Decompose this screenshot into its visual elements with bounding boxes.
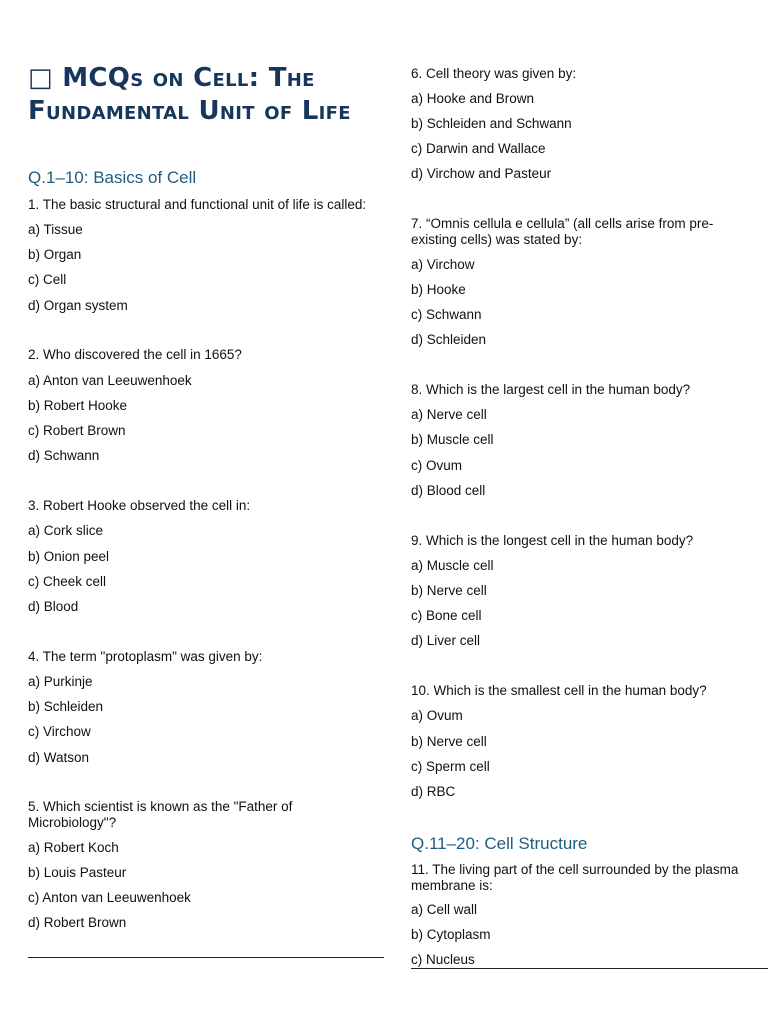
- question-9-option-d: d) Liver cell: [411, 633, 481, 648]
- question-10-option-a: a) Ovum: [411, 708, 463, 723]
- column-divider-line: [28, 957, 384, 958]
- left-column: [28, 0, 386, 1024]
- question-4-option-d: d) Watson: [28, 750, 90, 765]
- page-title: [28, 62, 358, 128]
- question-6-option-c: c) Darwin and Wallace: [411, 141, 546, 156]
- question-6-option-d: d) Virchow and Pasteur: [411, 166, 552, 181]
- question-9: 9. Which is the longest cell in the human body?: [411, 533, 694, 548]
- question-11: 11. The living part of the cell surrounded by the plasma membrane is:: [411, 862, 739, 893]
- question-3-option-c: c) Cheek cell: [28, 574, 107, 589]
- question-6-option-a: a) Hooke and Brown: [411, 91, 535, 106]
- question-8-option-c: c) Ovum: [411, 458, 463, 473]
- question-7: 7. “Omnis cellula e cellula” (all cells arise from pre-existing cells) was stated by:: [411, 216, 714, 247]
- question-5-option-a: a) Robert Koch: [28, 840, 119, 855]
- question-11-option-c: c) Nucleus: [411, 952, 475, 967]
- question-1-option-a: a) Tissue: [28, 222, 83, 237]
- question-7-option-a: a) Virchow: [411, 257, 475, 272]
- question-2: 2. Who discovered the cell in 1665?: [28, 347, 242, 362]
- section-heading-structure: Q.11–20: Cell Structure: [411, 834, 588, 853]
- question-4: 4. The term "protoplasm" was given by:: [28, 649, 263, 664]
- question-6: 6. Cell theory was given by:: [411, 66, 577, 81]
- question-8: 8. Which is the largest cell in the human body?: [411, 382, 691, 397]
- question-1-option-b: b) Organ: [28, 247, 82, 262]
- page-bottom-line: [411, 968, 768, 969]
- question-5-option-c: c) Anton van Leeuwenhoek: [28, 890, 191, 905]
- question-8-option-d: d) Blood cell: [411, 483, 486, 498]
- checkbox-glyph-icon: □: [28, 63, 53, 93]
- question-3-option-b: b) Onion peel: [28, 549, 110, 564]
- question-2-option-d: d) Schwann: [28, 448, 100, 463]
- question-10-option-c: c) Sperm cell: [411, 759, 490, 774]
- question-2-option-a: a) Anton van Leeuwenhoek: [28, 373, 192, 388]
- question-4-option-c: c) Virchow: [28, 724, 91, 739]
- question-7-option-b: b) Hooke: [411, 282, 466, 297]
- question-9-option-c: c) Bone cell: [411, 608, 482, 623]
- question-8-option-b: b) Muscle cell: [411, 432, 494, 447]
- question-6-option-b: b) Schleiden and Schwann: [411, 116, 572, 131]
- question-5-option-d: d) Robert Brown: [28, 915, 127, 930]
- question-5: 5. Which scientist is known as the "Father of Microbiology"?: [28, 799, 293, 830]
- question-9-option-b: b) Nerve cell: [411, 583, 487, 598]
- question-11-option-a: a) Cell wall: [411, 902, 478, 917]
- question-1-option-d: d) Organ system: [28, 298, 128, 313]
- question-9-option-a: a) Muscle cell: [411, 558, 494, 573]
- question-3: 3. Robert Hooke observed the cell in:: [28, 498, 251, 513]
- question-4-option-a: a) Purkinje: [28, 674, 93, 689]
- question-10-option-b: b) Nerve cell: [411, 734, 487, 749]
- question-11-option-b: b) Cytoplasm: [411, 927, 491, 942]
- question-7-option-d: d) Schleiden: [411, 332, 487, 347]
- right-column: [411, 0, 768, 1024]
- question-3-option-d: d) Blood: [28, 599, 79, 614]
- question-1: 1. The basic structural and functional unit of life is called:: [28, 197, 367, 212]
- question-7-option-c: c) Schwann: [411, 307, 482, 322]
- question-10-option-d: d) RBC: [411, 784, 456, 799]
- question-2-option-b: b) Robert Hooke: [28, 398, 128, 413]
- question-4-option-b: b) Schleiden: [28, 699, 104, 714]
- question-5-option-b: b) Louis Pasteur: [28, 865, 127, 880]
- question-3-option-a: a) Cork slice: [28, 523, 104, 538]
- page-title-text: MCQs on Cell: The Fundamental Unit of Life: [28, 63, 351, 126]
- question-1-option-c: c) Cell: [28, 272, 67, 287]
- question-10: 10. Which is the smallest cell in the human body?: [411, 683, 707, 698]
- section-heading-basics: Q.1–10: Basics of Cell: [28, 168, 197, 187]
- question-8-option-a: a) Nerve cell: [411, 407, 487, 422]
- question-2-option-c: c) Robert Brown: [28, 423, 126, 438]
